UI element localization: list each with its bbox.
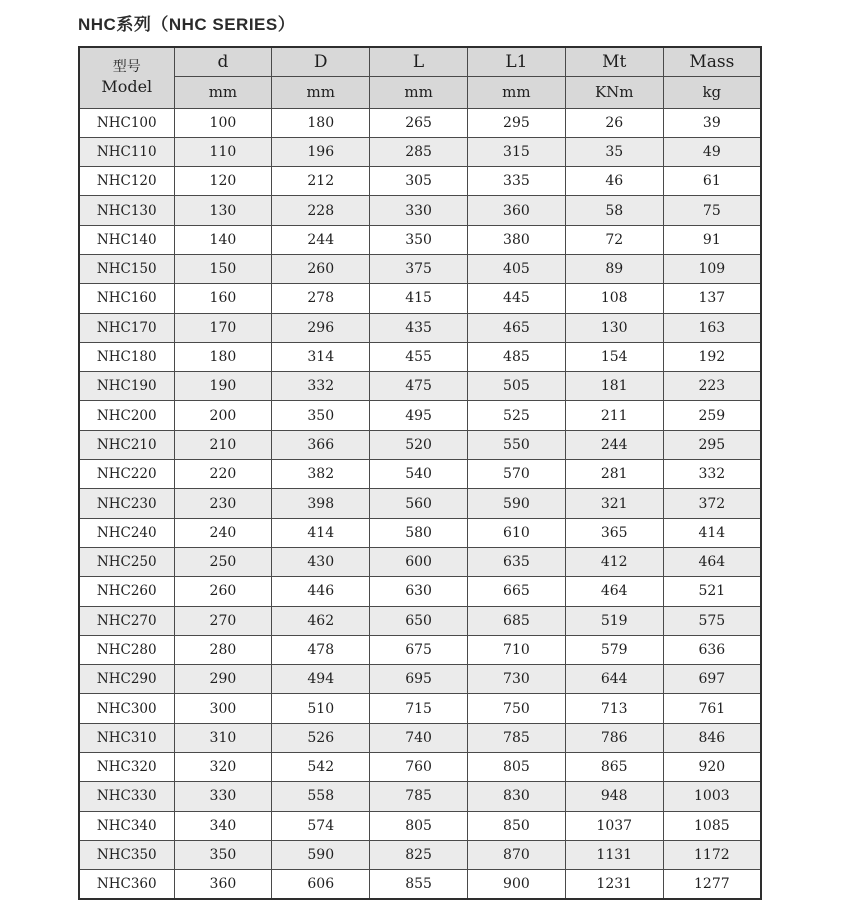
cell-value: 494 — [272, 665, 370, 694]
cell-value: 1277 — [663, 870, 761, 899]
header-cell-Mt: Mt — [565, 47, 663, 76]
cell-value: 415 — [370, 284, 468, 313]
cell-model: NHC140 — [79, 225, 174, 254]
table-row — [79, 430, 761, 459]
cell-model: NHC180 — [79, 342, 174, 371]
cell-value: 315 — [467, 137, 565, 166]
cell-value: 296 — [272, 313, 370, 342]
cell-value: 475 — [370, 372, 468, 401]
cell-model: NHC120 — [79, 167, 174, 196]
cell-value: 270 — [174, 606, 272, 635]
table-row — [79, 137, 761, 166]
cell-value: 350 — [174, 840, 272, 869]
cell-value: 558 — [272, 782, 370, 811]
cell-value: 130 — [174, 196, 272, 225]
cell-model: NHC170 — [79, 313, 174, 342]
cell-value: 72 — [565, 225, 663, 254]
table-row — [79, 840, 761, 869]
cell-value: 228 — [272, 196, 370, 225]
cell-value: 761 — [663, 694, 761, 723]
cell-value: 580 — [370, 518, 468, 547]
cell-value: 636 — [663, 635, 761, 664]
cell-value: 414 — [663, 518, 761, 547]
cell-value: 265 — [370, 108, 468, 137]
cell-value: 900 — [467, 870, 565, 899]
cell-value: 685 — [467, 606, 565, 635]
cell-value: 830 — [467, 782, 565, 811]
model-header-en: Model — [101, 77, 153, 97]
cell-model: NHC300 — [79, 694, 174, 723]
cell-value: 465 — [467, 313, 565, 342]
unit-cell-Mass: kg — [663, 76, 761, 108]
cell-value: 160 — [174, 284, 272, 313]
cell-value: 259 — [663, 401, 761, 430]
cell-value: 181 — [565, 372, 663, 401]
cell-model: NHC250 — [79, 547, 174, 576]
table-row — [79, 606, 761, 635]
unit-cell-L1: mm — [467, 76, 565, 108]
cell-value: 340 — [174, 811, 272, 840]
cell-value: 920 — [663, 753, 761, 782]
cell-value: 382 — [272, 460, 370, 489]
cell-value: 61 — [663, 167, 761, 196]
cell-value: 697 — [663, 665, 761, 694]
cell-value: 310 — [174, 723, 272, 752]
cell-model: NHC190 — [79, 372, 174, 401]
table-row — [79, 225, 761, 254]
cell-value: 846 — [663, 723, 761, 752]
cell-value: 430 — [272, 547, 370, 576]
cell-value: 196 — [272, 137, 370, 166]
cell-value: 525 — [467, 401, 565, 430]
unit-cell-D: mm — [272, 76, 370, 108]
cell-value: 644 — [565, 665, 663, 694]
cell-model: NHC130 — [79, 196, 174, 225]
cell-value: 91 — [663, 225, 761, 254]
cell-value: 455 — [370, 342, 468, 371]
cell-value: 26 — [565, 108, 663, 137]
header-cell-d: d — [174, 47, 272, 76]
cell-value: 464 — [565, 577, 663, 606]
cell-value: 281 — [565, 460, 663, 489]
table-row — [79, 547, 761, 576]
cell-value: 1131 — [565, 840, 663, 869]
cell-value: 330 — [174, 782, 272, 811]
cell-value: 120 — [174, 167, 272, 196]
table-row — [79, 167, 761, 196]
cell-value: 150 — [174, 254, 272, 283]
header-cell-model — [79, 47, 174, 108]
cell-value: 108 — [565, 284, 663, 313]
cell-value: 260 — [272, 254, 370, 283]
cell-value: 805 — [370, 811, 468, 840]
cell-value: 785 — [370, 782, 468, 811]
cell-model: NHC230 — [79, 489, 174, 518]
cell-value: 435 — [370, 313, 468, 342]
cell-value: 250 — [174, 547, 272, 576]
cell-value: 405 — [467, 254, 565, 283]
table-row — [79, 254, 761, 283]
table-row — [79, 313, 761, 342]
cell-value: 850 — [467, 811, 565, 840]
header-cell-L: L — [370, 47, 468, 76]
cell-value: 35 — [565, 137, 663, 166]
cell-value: 521 — [663, 577, 761, 606]
cell-model: NHC330 — [79, 782, 174, 811]
cell-value: 335 — [467, 167, 565, 196]
cell-value: 75 — [663, 196, 761, 225]
cell-value: 1037 — [565, 811, 663, 840]
table-row — [79, 342, 761, 371]
cell-value: 330 — [370, 196, 468, 225]
cell-model: NHC210 — [79, 430, 174, 459]
cell-value: 230 — [174, 489, 272, 518]
cell-value: 600 — [370, 547, 468, 576]
cell-value: 590 — [272, 840, 370, 869]
cell-value: 260 — [174, 577, 272, 606]
cell-value: 295 — [663, 430, 761, 459]
cell-value: 321 — [565, 489, 663, 518]
cell-value: 575 — [663, 606, 761, 635]
cell-value: 223 — [663, 372, 761, 401]
cell-model: NHC110 — [79, 137, 174, 166]
cell-value: 650 — [370, 606, 468, 635]
cell-model: NHC100 — [79, 108, 174, 137]
table-row — [79, 753, 761, 782]
table-row — [79, 489, 761, 518]
cell-value: 332 — [663, 460, 761, 489]
cell-value: 295 — [467, 108, 565, 137]
cell-value: 540 — [370, 460, 468, 489]
cell-value: 49 — [663, 137, 761, 166]
cell-value: 137 — [663, 284, 761, 313]
cell-value: 464 — [663, 547, 761, 576]
cell-value: 244 — [272, 225, 370, 254]
cell-value: 510 — [272, 694, 370, 723]
cell-value: 305 — [370, 167, 468, 196]
cell-value: 58 — [565, 196, 663, 225]
cell-value: 574 — [272, 811, 370, 840]
cell-value: 462 — [272, 606, 370, 635]
cell-value: 140 — [174, 225, 272, 254]
header-row-labels — [79, 47, 761, 76]
cell-model: NHC260 — [79, 577, 174, 606]
cell-value: 855 — [370, 870, 468, 899]
cell-value: 154 — [565, 342, 663, 371]
cell-value: 526 — [272, 723, 370, 752]
cell-value: 163 — [663, 313, 761, 342]
cell-value: 606 — [272, 870, 370, 899]
unit-cell-Mt: KNm — [565, 76, 663, 108]
table-body — [79, 108, 761, 899]
cell-value: 300 — [174, 694, 272, 723]
cell-value: 244 — [565, 430, 663, 459]
table-row — [79, 870, 761, 899]
cell-value: 675 — [370, 635, 468, 664]
table-row — [79, 372, 761, 401]
cell-value: 750 — [467, 694, 565, 723]
cell-value: 519 — [565, 606, 663, 635]
cell-value: 350 — [370, 225, 468, 254]
cell-value: 786 — [565, 723, 663, 752]
cell-value: 825 — [370, 840, 468, 869]
cell-value: 542 — [272, 753, 370, 782]
cell-value: 414 — [272, 518, 370, 547]
cell-value: 550 — [467, 430, 565, 459]
cell-model: NHC360 — [79, 870, 174, 899]
table-row — [79, 782, 761, 811]
cell-value: 505 — [467, 372, 565, 401]
unit-cell-d: mm — [174, 76, 272, 108]
cell-value: 109 — [663, 254, 761, 283]
cell-value: 785 — [467, 723, 565, 752]
cell-value: 570 — [467, 460, 565, 489]
table-row — [79, 694, 761, 723]
spec-table — [78, 46, 762, 900]
header-row-units — [79, 76, 761, 108]
cell-value: 200 — [174, 401, 272, 430]
cell-model: NHC340 — [79, 811, 174, 840]
table-row — [79, 108, 761, 137]
cell-model: NHC200 — [79, 401, 174, 430]
cell-value: 365 — [565, 518, 663, 547]
cell-value: 1172 — [663, 840, 761, 869]
cell-value: 212 — [272, 167, 370, 196]
cell-value: 100 — [174, 108, 272, 137]
cell-model: NHC310 — [79, 723, 174, 752]
table-row — [79, 401, 761, 430]
cell-value: 314 — [272, 342, 370, 371]
table-row — [79, 811, 761, 840]
cell-value: 39 — [663, 108, 761, 137]
cell-value: 360 — [174, 870, 272, 899]
header-cell-D: D — [272, 47, 370, 76]
table-row — [79, 460, 761, 489]
cell-value: 665 — [467, 577, 565, 606]
cell-value: 446 — [272, 577, 370, 606]
cell-value: 412 — [565, 547, 663, 576]
cell-value: 948 — [565, 782, 663, 811]
table-row — [79, 284, 761, 313]
table-row — [79, 665, 761, 694]
cell-value: 170 — [174, 313, 272, 342]
cell-value: 280 — [174, 635, 272, 664]
cell-value: 180 — [174, 342, 272, 371]
cell-value: 190 — [174, 372, 272, 401]
cell-value: 220 — [174, 460, 272, 489]
cell-value: 350 — [272, 401, 370, 430]
page-title: NHC系列（NHC SERIES） — [78, 15, 296, 34]
cell-value: 360 — [467, 196, 565, 225]
cell-value: 192 — [663, 342, 761, 371]
cell-value: 1085 — [663, 811, 761, 840]
cell-value: 695 — [370, 665, 468, 694]
cell-value: 366 — [272, 430, 370, 459]
cell-value: 520 — [370, 430, 468, 459]
cell-value: 478 — [272, 635, 370, 664]
cell-value: 320 — [174, 753, 272, 782]
cell-value: 865 — [565, 753, 663, 782]
cell-value: 278 — [272, 284, 370, 313]
cell-value: 760 — [370, 753, 468, 782]
cell-value: 290 — [174, 665, 272, 694]
table-row — [79, 518, 761, 547]
cell-value: 485 — [467, 342, 565, 371]
cell-value: 285 — [370, 137, 468, 166]
cell-value: 240 — [174, 518, 272, 547]
cell-model: NHC150 — [79, 254, 174, 283]
table-row — [79, 196, 761, 225]
cell-value: 630 — [370, 577, 468, 606]
cell-value: 332 — [272, 372, 370, 401]
header-cell-Mass: Mass — [663, 47, 761, 76]
cell-value: 210 — [174, 430, 272, 459]
cell-value: 805 — [467, 753, 565, 782]
cell-value: 1231 — [565, 870, 663, 899]
cell-model: NHC320 — [79, 753, 174, 782]
cell-model: NHC280 — [79, 635, 174, 664]
cell-value: 372 — [663, 489, 761, 518]
cell-model: NHC270 — [79, 606, 174, 635]
cell-value: 110 — [174, 137, 272, 166]
table-row — [79, 635, 761, 664]
cell-value: 130 — [565, 313, 663, 342]
header-cell-L1: L1 — [467, 47, 565, 76]
cell-value: 579 — [565, 635, 663, 664]
cell-value: 635 — [467, 547, 565, 576]
cell-value: 89 — [565, 254, 663, 283]
cell-value: 870 — [467, 840, 565, 869]
cell-value: 740 — [370, 723, 468, 752]
cell-model: NHC220 — [79, 460, 174, 489]
cell-value: 180 — [272, 108, 370, 137]
cell-value: 211 — [565, 401, 663, 430]
cell-model: NHC160 — [79, 284, 174, 313]
cell-value: 380 — [467, 225, 565, 254]
cell-value: 560 — [370, 489, 468, 518]
cell-model: NHC350 — [79, 840, 174, 869]
unit-cell-L: mm — [370, 76, 468, 108]
table-header — [79, 47, 761, 108]
cell-value: 715 — [370, 694, 468, 723]
table-row — [79, 577, 761, 606]
cell-model: NHC290 — [79, 665, 174, 694]
cell-value: 495 — [370, 401, 468, 430]
cell-value: 1003 — [663, 782, 761, 811]
cell-value: 398 — [272, 489, 370, 518]
cell-value: 730 — [467, 665, 565, 694]
cell-value: 590 — [467, 489, 565, 518]
cell-value: 375 — [370, 254, 468, 283]
cell-value: 46 — [565, 167, 663, 196]
table-row — [79, 723, 761, 752]
cell-value: 710 — [467, 635, 565, 664]
cell-value: 610 — [467, 518, 565, 547]
cell-value: 713 — [565, 694, 663, 723]
cell-model: NHC240 — [79, 518, 174, 547]
cell-value: 445 — [467, 284, 565, 313]
model-header-zh: 型号 — [112, 58, 141, 75]
